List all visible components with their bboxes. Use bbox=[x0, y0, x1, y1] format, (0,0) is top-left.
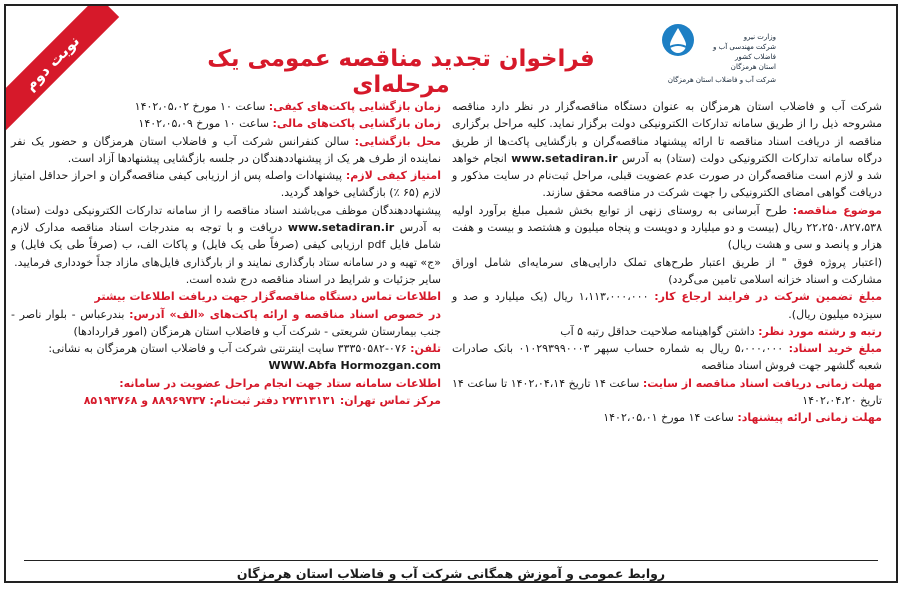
quality-opening-value: ساعت ۱۰ مورخ ۱۴۰۲،۰۵،۰۲ bbox=[134, 100, 266, 113]
logo-text bbox=[696, 32, 776, 72]
contact-heading-2: در خصوص اسناد مناقصه و ارائه پاکت‌های «الف» آدرس: bbox=[129, 307, 442, 321]
company-logo bbox=[636, 18, 876, 88]
ad-title: فراخوان تجدید مناقصه عمومی یک مرحله‌ای bbox=[207, 46, 595, 98]
intro-text-2: انجام خواهد شد و لازم است مناقصه‌گران در صورت عدم عضویت قبلی، مراحل ثبت‌نام در سایت مذکور و دریافت گواهی امضای الکترونیکی را جهت شرکت در مناقصه محقق سازند. bbox=[452, 151, 882, 200]
docs-deadline-paragraph bbox=[452, 375, 882, 410]
subject-paragraph bbox=[452, 202, 882, 254]
credit-paragraph: (اعتبار پروژه فوق " از طریق اعتبار طرح‌های تملک دارایی‌های سرمایه‌ای شامل اوراق مشارکت و اسناد خزانه اسلامی تامین می‌گردد) bbox=[452, 255, 882, 286]
logo-line-province: استان هرمزگان bbox=[730, 63, 776, 71]
score-value: پیشنهادات واصله پس از ارزیابی کیفی مناقصه‌گران و احراز حداقل امتیاز لازم (۶۵ ٪) بازگشایی خواهد گردید. bbox=[11, 169, 441, 200]
subject-value: طرح آبرسانی به روستای زنهی از توابع بخش شمیل مبلغ برآورد اولیه ۲۲،۲۵۰،۸۲۷،۵۳۸ ریال (بیست و دو میلیارد و دویست و پنجاه میلیون و هشتصد و بیست و هفت هزار و پانصد و سی و هشت ریال) bbox=[452, 203, 882, 252]
phone-label: تلفن: bbox=[410, 342, 441, 356]
price-label: مبلغ خرید اسناد: bbox=[788, 342, 882, 356]
quality-opening-paragraph bbox=[11, 98, 441, 115]
offer-deadline-paragraph bbox=[452, 409, 882, 426]
guarantee-label: مبلغ تضمین شرکت در فرایند ارجاع کار: bbox=[654, 290, 883, 304]
address-paragraph bbox=[11, 306, 441, 341]
water-drop-icon bbox=[660, 22, 696, 58]
other-paragraph: سایر جزئیات و شرایط در اسناد مناقصه درج شده است. bbox=[185, 272, 441, 286]
logo-caption: شرکت آب و فاضلاب استان هرمزگان bbox=[667, 76, 776, 84]
website-link[interactable]: WWW.Abfa Hormozgan.com bbox=[268, 359, 441, 373]
phone-paragraph bbox=[11, 340, 441, 357]
score-label: امتیاز کیفی لازم: bbox=[345, 169, 441, 183]
docs-deadline-label: مهلت زمانی دریافت اسناد مناقصه از سایت: bbox=[642, 376, 882, 390]
left-column bbox=[11, 98, 441, 409]
finance-opening-paragraph bbox=[11, 115, 441, 132]
contact-heading: اطلاعات تماس دستگاه مناقصه‌گزار جهت دریافت اطلاعات بیشتر bbox=[94, 290, 441, 304]
bidders-text-2: دریافت و با توجه به مندرجات اسناد مناقصه مدارک لازم شامل فایل pdf ارزیابی کیفی (صرفاً طی یک فایل) و پاکات الف، ب (صرفاً طی یک فایل) و «ج» تهیه و در سامانه ستاد بارگذاری نمایند و از بارگذاری فایل‌های مازاد جداً خودداری فرمایید. bbox=[11, 221, 441, 269]
guarantee-paragraph bbox=[452, 288, 882, 323]
bidders-paragraph bbox=[11, 202, 441, 271]
docs-deadline-value: ساعت ۱۴ تاریخ ۱۴۰۲،۰۴،۱۴ تا ساعت ۱۴ تاریخ ۱۴۰۲،۰۴،۲۰ bbox=[452, 376, 882, 408]
logo-line-company: شرکت مهندسی آب و فاضلاب کشور bbox=[713, 43, 776, 61]
second-round-ribbon: نوبت دوم bbox=[4, 4, 119, 130]
place-paragraph bbox=[11, 133, 441, 168]
footer-divider bbox=[24, 560, 878, 561]
intro-text: شرکت آب و فاضلاب استان هرمزگان به عنوان دستگاه مناقصه‌گزار در نظر دارد مناقصه مشروحه ذیل را از طریق سامانه تدارکات الکترونیکی دولت برگزار نماید. کلیه مراحل برگزاری مناقصه از دریافت اسناد مناقصه تا ارائه پیشنهاد مناقصه‌گران و بازگشایی پاکت‌ها از طریق درگاه سامانه تدارکات الکترونیکی دولت (ستاد) به آدرس bbox=[452, 100, 883, 165]
grade-label: رتبه و رشته مورد نظر: bbox=[758, 324, 882, 338]
footer-text: روابط عمومی و آموزش همگانی شرکت آب و فاضلاب استان هرمزگان bbox=[236, 566, 666, 581]
bidders-text: پیشنهاددهندگان موظف می‌باشند اسناد مناقصه را از سامانه تدارکات الکترونیکی دولت (ستاد) به آدرس bbox=[11, 203, 442, 235]
setad-info-heading: اطلاعات سامانه ستاد جهت انجام مراحل عضویت در سامانه: bbox=[119, 376, 441, 390]
intro-paragraph bbox=[452, 98, 882, 202]
right-column bbox=[452, 98, 882, 427]
ad-frame bbox=[4, 4, 898, 583]
grade-value: داشتن گواهینامه صلاحیت حداقل رتبه ۵ آب bbox=[560, 324, 755, 338]
finance-opening-value: ساعت ۱۰ مورخ ۱۴۰۲،۰۵،۰۹ bbox=[138, 117, 270, 131]
place-value: سالن کنفرانس شرکت آب و فاضلاب استان هرمزگان و حضور یک نفر نماینده از طرف هر یک از پیشنهاددهندگان در جلسه بازگشایی پیشنهادها آزاد است. bbox=[11, 134, 441, 165]
score-paragraph bbox=[11, 167, 441, 202]
setad-link-2[interactable]: www.setadiran.ir bbox=[287, 221, 395, 235]
offer-deadline-value: ساعت ۱۴ مورخ ۱۴۰۲،۰۵،۰۱ bbox=[603, 411, 734, 425]
finance-opening-label: زمان بازگشایی پاکت‌های مالی: bbox=[272, 117, 441, 131]
offer-deadline-label: مهلت زمانی ارائه پیشنهاد: bbox=[737, 411, 882, 425]
subject-label: موضوع مناقصه: bbox=[792, 203, 882, 217]
place-label: محل بازگشایی: bbox=[354, 134, 441, 148]
price-paragraph bbox=[452, 340, 882, 375]
address-value: بندرعباس - بلوار ناصر - جنب بیمارستان شریعتی - شرکت آب و فاضلاب استان هرمزگان (امور قراردادها) bbox=[11, 307, 441, 338]
grade-paragraph bbox=[452, 323, 882, 340]
price-value: ۵،۰۰۰،۰۰۰ ریال به شماره حساب سپهر ۰۱۰۲۹۳۹۹۰۰۰۳ بانک صادرات شعبه گلشهر جهت فروش اسناد مناقصه bbox=[452, 342, 882, 373]
quality-opening-label: زمان بازگشایی پاکت‌های کیفی: bbox=[268, 100, 441, 113]
phone-value: ۰۷۶-۳۳۳۵۰۵۸۲ سایت اینترنتی شرکت آب و فاضلاب استان هرمزگان به نشانی: bbox=[48, 342, 407, 356]
tehran-contact: مرکز تماس تهران: ۲۷۳۱۳۱۳۱ دفتر ثبت‌نام: ۸۸۹۶۹۷۳۷ و ۸۵۱۹۳۷۶۸ bbox=[83, 394, 441, 408]
logo-line-ministry: وزارت نیرو bbox=[743, 33, 776, 41]
setad-link[interactable]: www.setadiran.ir bbox=[511, 151, 618, 165]
guarantee-value: ۱،۱۱۳،۰۰۰،۰۰۰ ریال (یک میلیارد و صد و سیزده میلیون ریال). bbox=[452, 290, 882, 321]
